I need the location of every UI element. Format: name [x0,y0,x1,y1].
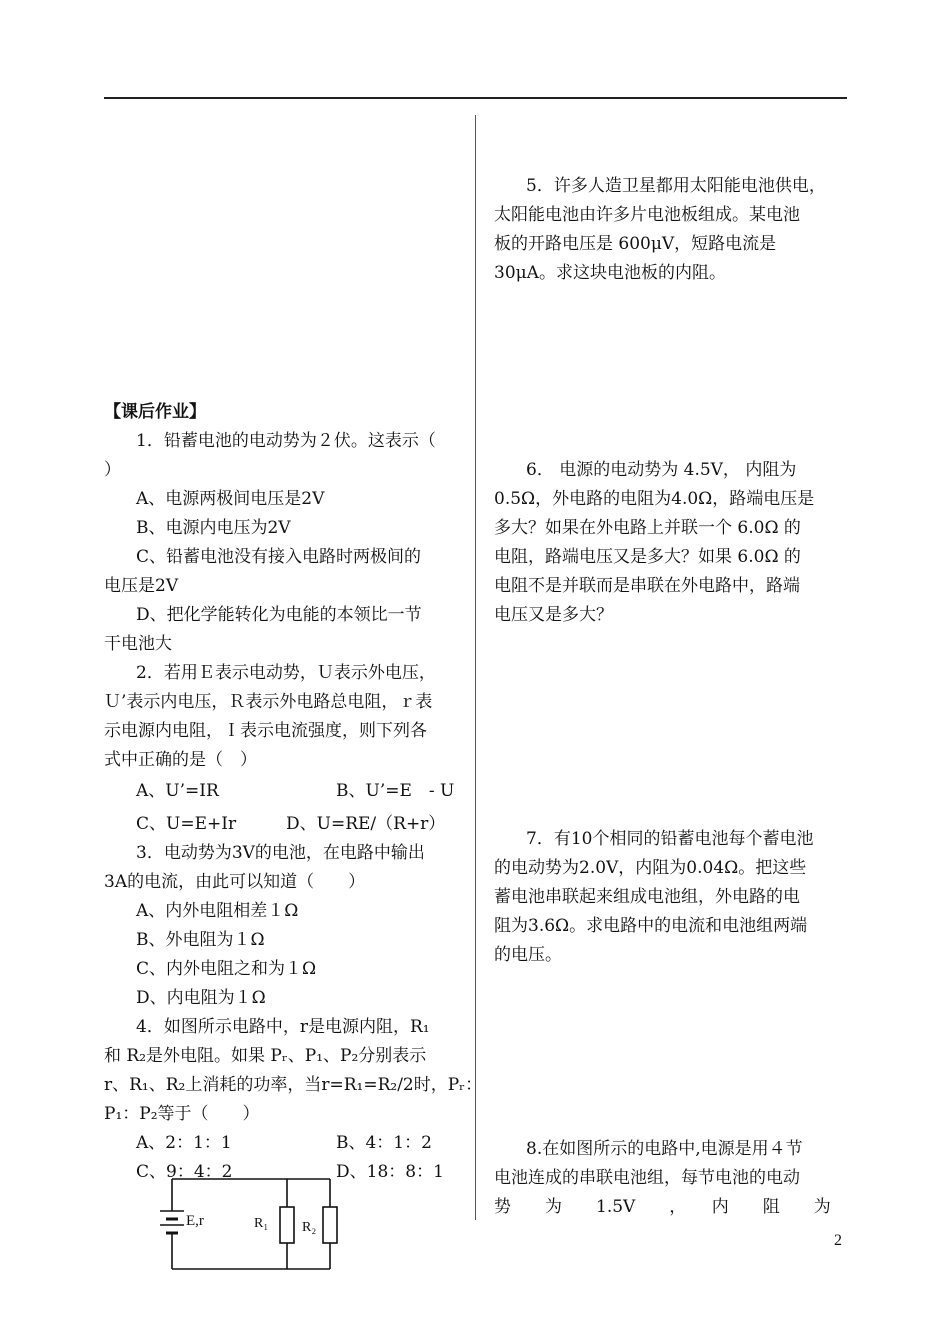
homework-heading: 【课后作业】 [104,402,206,422]
q4-option-c: C、9：4：2 [136,1162,233,1182]
q1-option-a: A、电源两极间电压是2V [136,489,325,509]
left-column [104,398,483,1187]
q5-line-2: 太阳能电池由许多片电池板组成。某电池 [494,205,800,225]
r2-label: R₂ [302,1220,317,1235]
source-label: E,r [186,1213,204,1229]
q3-option-a: A、内外电阻相差１Ω [136,901,299,921]
q1-option-c-cont: 电压是2V [104,576,179,596]
circuit-diagram [150,1175,340,1275]
q2-stem-2: Ｕ’表示内电压，Ｒ表示外电路总电阻，ｒ表 [104,692,433,712]
q6-line-1: 6． 电源的电动势为 4.5V， 内阻为 [526,460,797,480]
question-2 [104,659,464,839]
q8-line-3: 势 为 1.5V ， 内 阻 为 [494,1197,831,1217]
q6-line-3: 多大？如果在外电路上并联一个 6.0Ω 的 [494,518,801,538]
q3-option-b: B、外电阻为１Ω [136,930,265,950]
q2-options-cd [104,810,464,839]
q2-stem-4: 式中正确的是（ ） [104,750,257,770]
resistor-r1-icon [280,1207,294,1243]
q8-line-1: 8.在如图所示的电路中,电源是用４节 [526,1139,803,1159]
q3-stem-2: 3A的电流，由此可以知道（ ） [104,872,366,892]
resistor-r2-icon [323,1207,337,1243]
q7-line-4: 阻为3.6Ω。求电路中的电流和电池组两端 [494,916,808,936]
q4-options-ab [104,1129,464,1158]
q1-stem: 1．铅蓄电池的电动势为２伏。这表示（ [136,431,436,451]
q1-option-d: D、把化学能转化为电能的本领比一节 [136,605,422,625]
q7-line-2: 的电动势为2.0V，内阻为0.04Ω。把这些 [494,858,807,878]
q6-line-6: 电压又是多大？ [494,605,613,625]
q1-option-c: C、铅蓄电池没有接入电路时两极间的 [136,547,422,567]
battery-icon [160,1211,184,1233]
question-4 [104,1013,483,1187]
q1-option-b: B、电源内电压为2V [136,518,291,538]
header-rule [104,97,847,99]
question-5 [494,172,846,288]
q7-line-5: 的电压。 [494,945,562,965]
r1-label: R₁ [254,1216,269,1231]
column-divider [475,115,476,1220]
q2-option-a: A、U’=IR [136,781,219,801]
q7-line-3: 蓄电池串联起来组成电池组，外电路的电 [494,887,800,907]
q4-stem-4: P₁：P₂等于（ ） [104,1104,260,1124]
q3-option-c: C、内外电阻之和为１Ω [136,959,317,979]
question-6 [494,456,846,630]
q3-option-d: D、内电阻为１Ω [136,988,266,1008]
question-8 [494,1135,846,1222]
q2-option-c: C、U=E+Ir [136,814,237,834]
q5-line-3: 板的开路电压是 600μV，短路电流是 [494,234,777,254]
q2-option-b: B、U’=E - U [336,781,455,801]
q1-option-d-cont: 干电池大 [104,634,172,654]
q8-line-2: 电池连成的串联电池组，每节电池的电动 [494,1168,800,1188]
q4-stem: 4．如图所示电路中，r是电源内阻，R₁ [136,1017,430,1037]
question-7 [494,825,846,970]
q4-option-b: B、4：1：2 [336,1133,432,1153]
q4-option-a: A、2：1：1 [136,1133,232,1153]
question-3 [104,839,464,1013]
q3-stem: 3．电动势为3V的电池，在电路中输出 [136,843,425,863]
q6-line-4: 电阻，路端电压又是多大？如果 6.0Ω 的 [494,547,801,567]
q6-line-5: 电阻不是并联而是串联在外电路中，路端 [494,576,800,596]
q2-options-ab [104,777,464,806]
q6-line-2: 0.5Ω，外电路的电阻为4.0Ω，路端电压是 [494,489,815,509]
q5-line-1: 5．许多人造卫星都用太阳能电池供电， [526,176,826,196]
question-1 [104,427,464,659]
q2-stem: 2．若用Ｅ表示电动势，Ｕ表示外电压， [136,663,436,683]
page-number: 2 [834,1232,842,1249]
q4-stem-2: 和 R₂是外电阻。如果 Pᵣ、P₁、P₂分别表示 [104,1046,427,1066]
q1-stem-cont: ） [104,460,121,480]
q7-line-1: 7．有10个相同的铅蓄电池每个蓄电池 [526,829,814,849]
q2-option-d: D、U=RE/（R+r） [286,814,446,834]
q4-stem-3: r、R₁、R₂上消耗的功率，当r=R₁=R₂/2时，Pᵣ： [104,1075,483,1095]
q2-stem-3: 示电源内电阻，Ｉ表示电流强度，则下列各 [104,721,427,741]
q5-line-4: 30μA。求这块电池板的内阻。 [494,263,726,283]
q4-option-d: D、18：8：1 [336,1162,444,1182]
